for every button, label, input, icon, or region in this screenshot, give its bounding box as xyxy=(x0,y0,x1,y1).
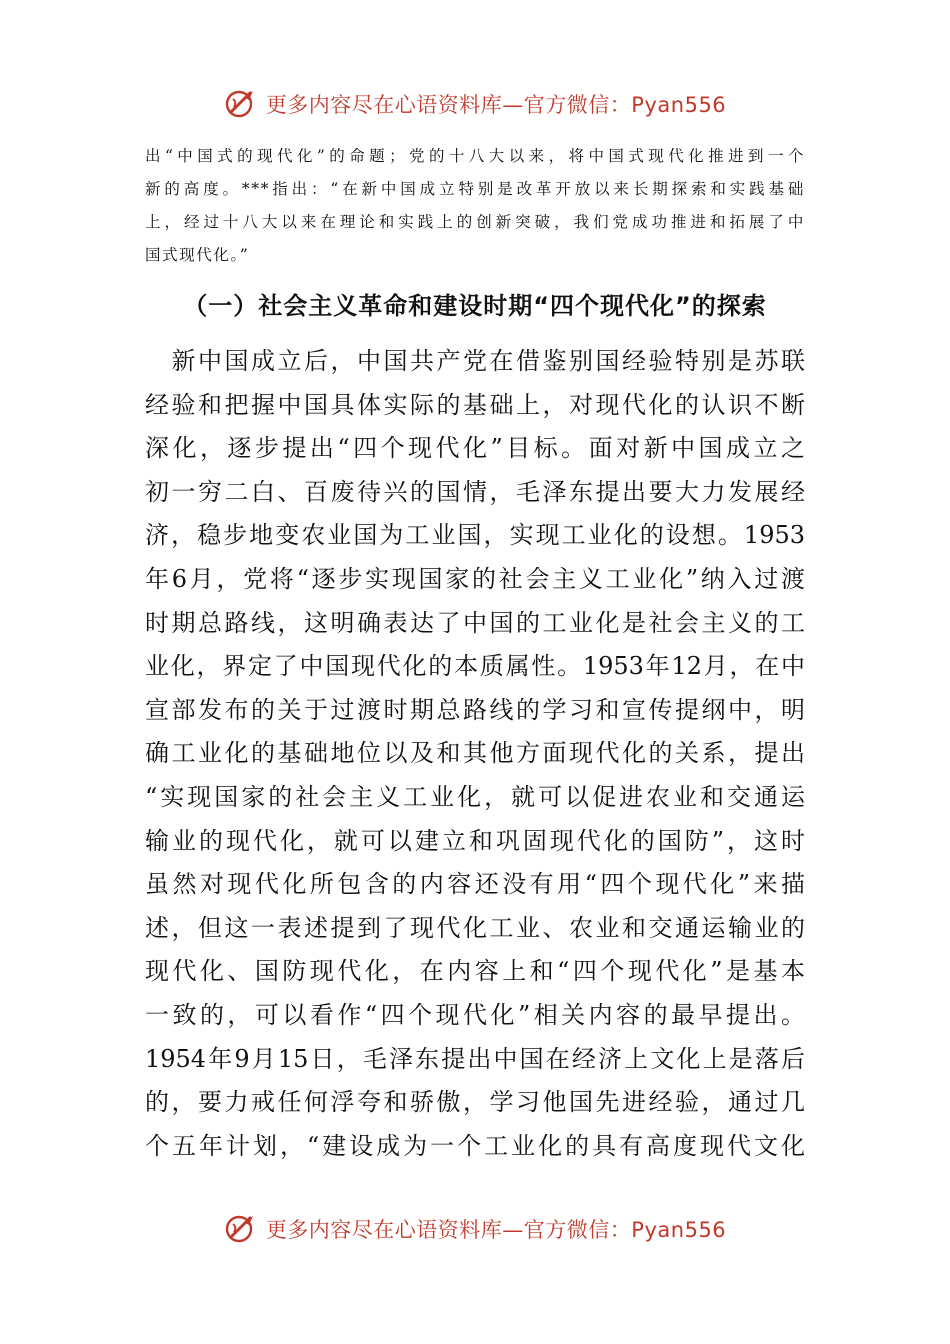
body-line: 业化，界定了中国现代化的本质属性。1953年12月，在中 xyxy=(145,652,805,681)
body-line: 个五年计划，“建设成为一个工业化的具有高度现代文化 xyxy=(145,1131,805,1160)
body-line: 济，稳步地变农业国为工业国，实现工业化的设想。1953 xyxy=(145,521,805,550)
pen-logo-icon xyxy=(224,1212,258,1246)
body-line: 深化，逐步提出“四个现代化”目标。面对新中国成立之 xyxy=(145,434,805,463)
watermark-top xyxy=(0,82,950,126)
intro-line: 新的高度。***指出：“在新中国成立特别是改革开放以来长期探索和实践基础 xyxy=(145,180,805,198)
body-line: “实现国家的社会主义工业化，就可以促进农业和交通运 xyxy=(145,782,805,811)
intro-line: 上，经过十八大以来在理论和实践上的创新突破，我们党成功推进和拓展了中 xyxy=(145,213,805,231)
watermark-text: 更多内容尽在心语资料库—官方微信：Pyan556 xyxy=(265,1218,727,1242)
watermark-bottom xyxy=(0,1207,950,1251)
body-line: 年6月，党将“逐步实现国家的社会主义工业化”纳入过渡 xyxy=(145,564,805,593)
section-heading: （一）社会主义革命和建设时期“四个现代化”的探索 xyxy=(183,292,767,320)
body-line: 经验和把握中国具体实际的基础上，对现代化的认识不断 xyxy=(145,390,805,419)
pen-logo-icon xyxy=(224,87,258,121)
body-line: 虽然对现代化所包含的内容还没有用“四个现代化”来描 xyxy=(145,870,805,899)
body-line: 的，要力戒任何浮夸和骄傲，学习他国先进经验，通过几 xyxy=(145,1088,805,1117)
intro-paragraph xyxy=(145,140,805,272)
body-paragraph xyxy=(145,340,805,1168)
body-line: 新中国成立后，中国共产党在借鉴别国经验特别是苏联 xyxy=(145,347,805,375)
intro-line: 出“中国式的现代化”的命题；党的十八大以来，将中国式现代化推进到一个 xyxy=(145,147,805,165)
body-line: 初一穷二白、百废待兴的国情，毛泽东提出要大力发展经 xyxy=(145,477,805,506)
body-line: 现代化、国防现代化，在内容上和“四个现代化”是基本 xyxy=(145,957,805,986)
body-line: 输业的现代化，就可以建立和巩固现代化的国防”，这时 xyxy=(145,826,805,855)
body-line: 宣部发布的关于过渡时期总路线的学习和宣传提纲中，明 xyxy=(145,695,805,724)
body-line: 述，但这一表述提到了现代化工业、农业和交通运输业的 xyxy=(145,913,805,942)
intro-line: 国式现代化。” xyxy=(145,246,250,264)
body-line: 时期总路线，这明确表达了中国的工业化是社会主义的工 xyxy=(145,608,805,637)
body-line: 确工业化的基础地位以及和其他方面现代化的关系，提出 xyxy=(145,739,805,768)
body-line: 1954年9月15日，毛泽东提出中国在经济上文化上是落后 xyxy=(145,1044,805,1073)
body-line: 一致的，可以看作“四个现代化”相关内容的最早提出。 xyxy=(145,1000,805,1029)
watermark-text: 更多内容尽在心语资料库—官方微信：Pyan556 xyxy=(265,93,727,117)
